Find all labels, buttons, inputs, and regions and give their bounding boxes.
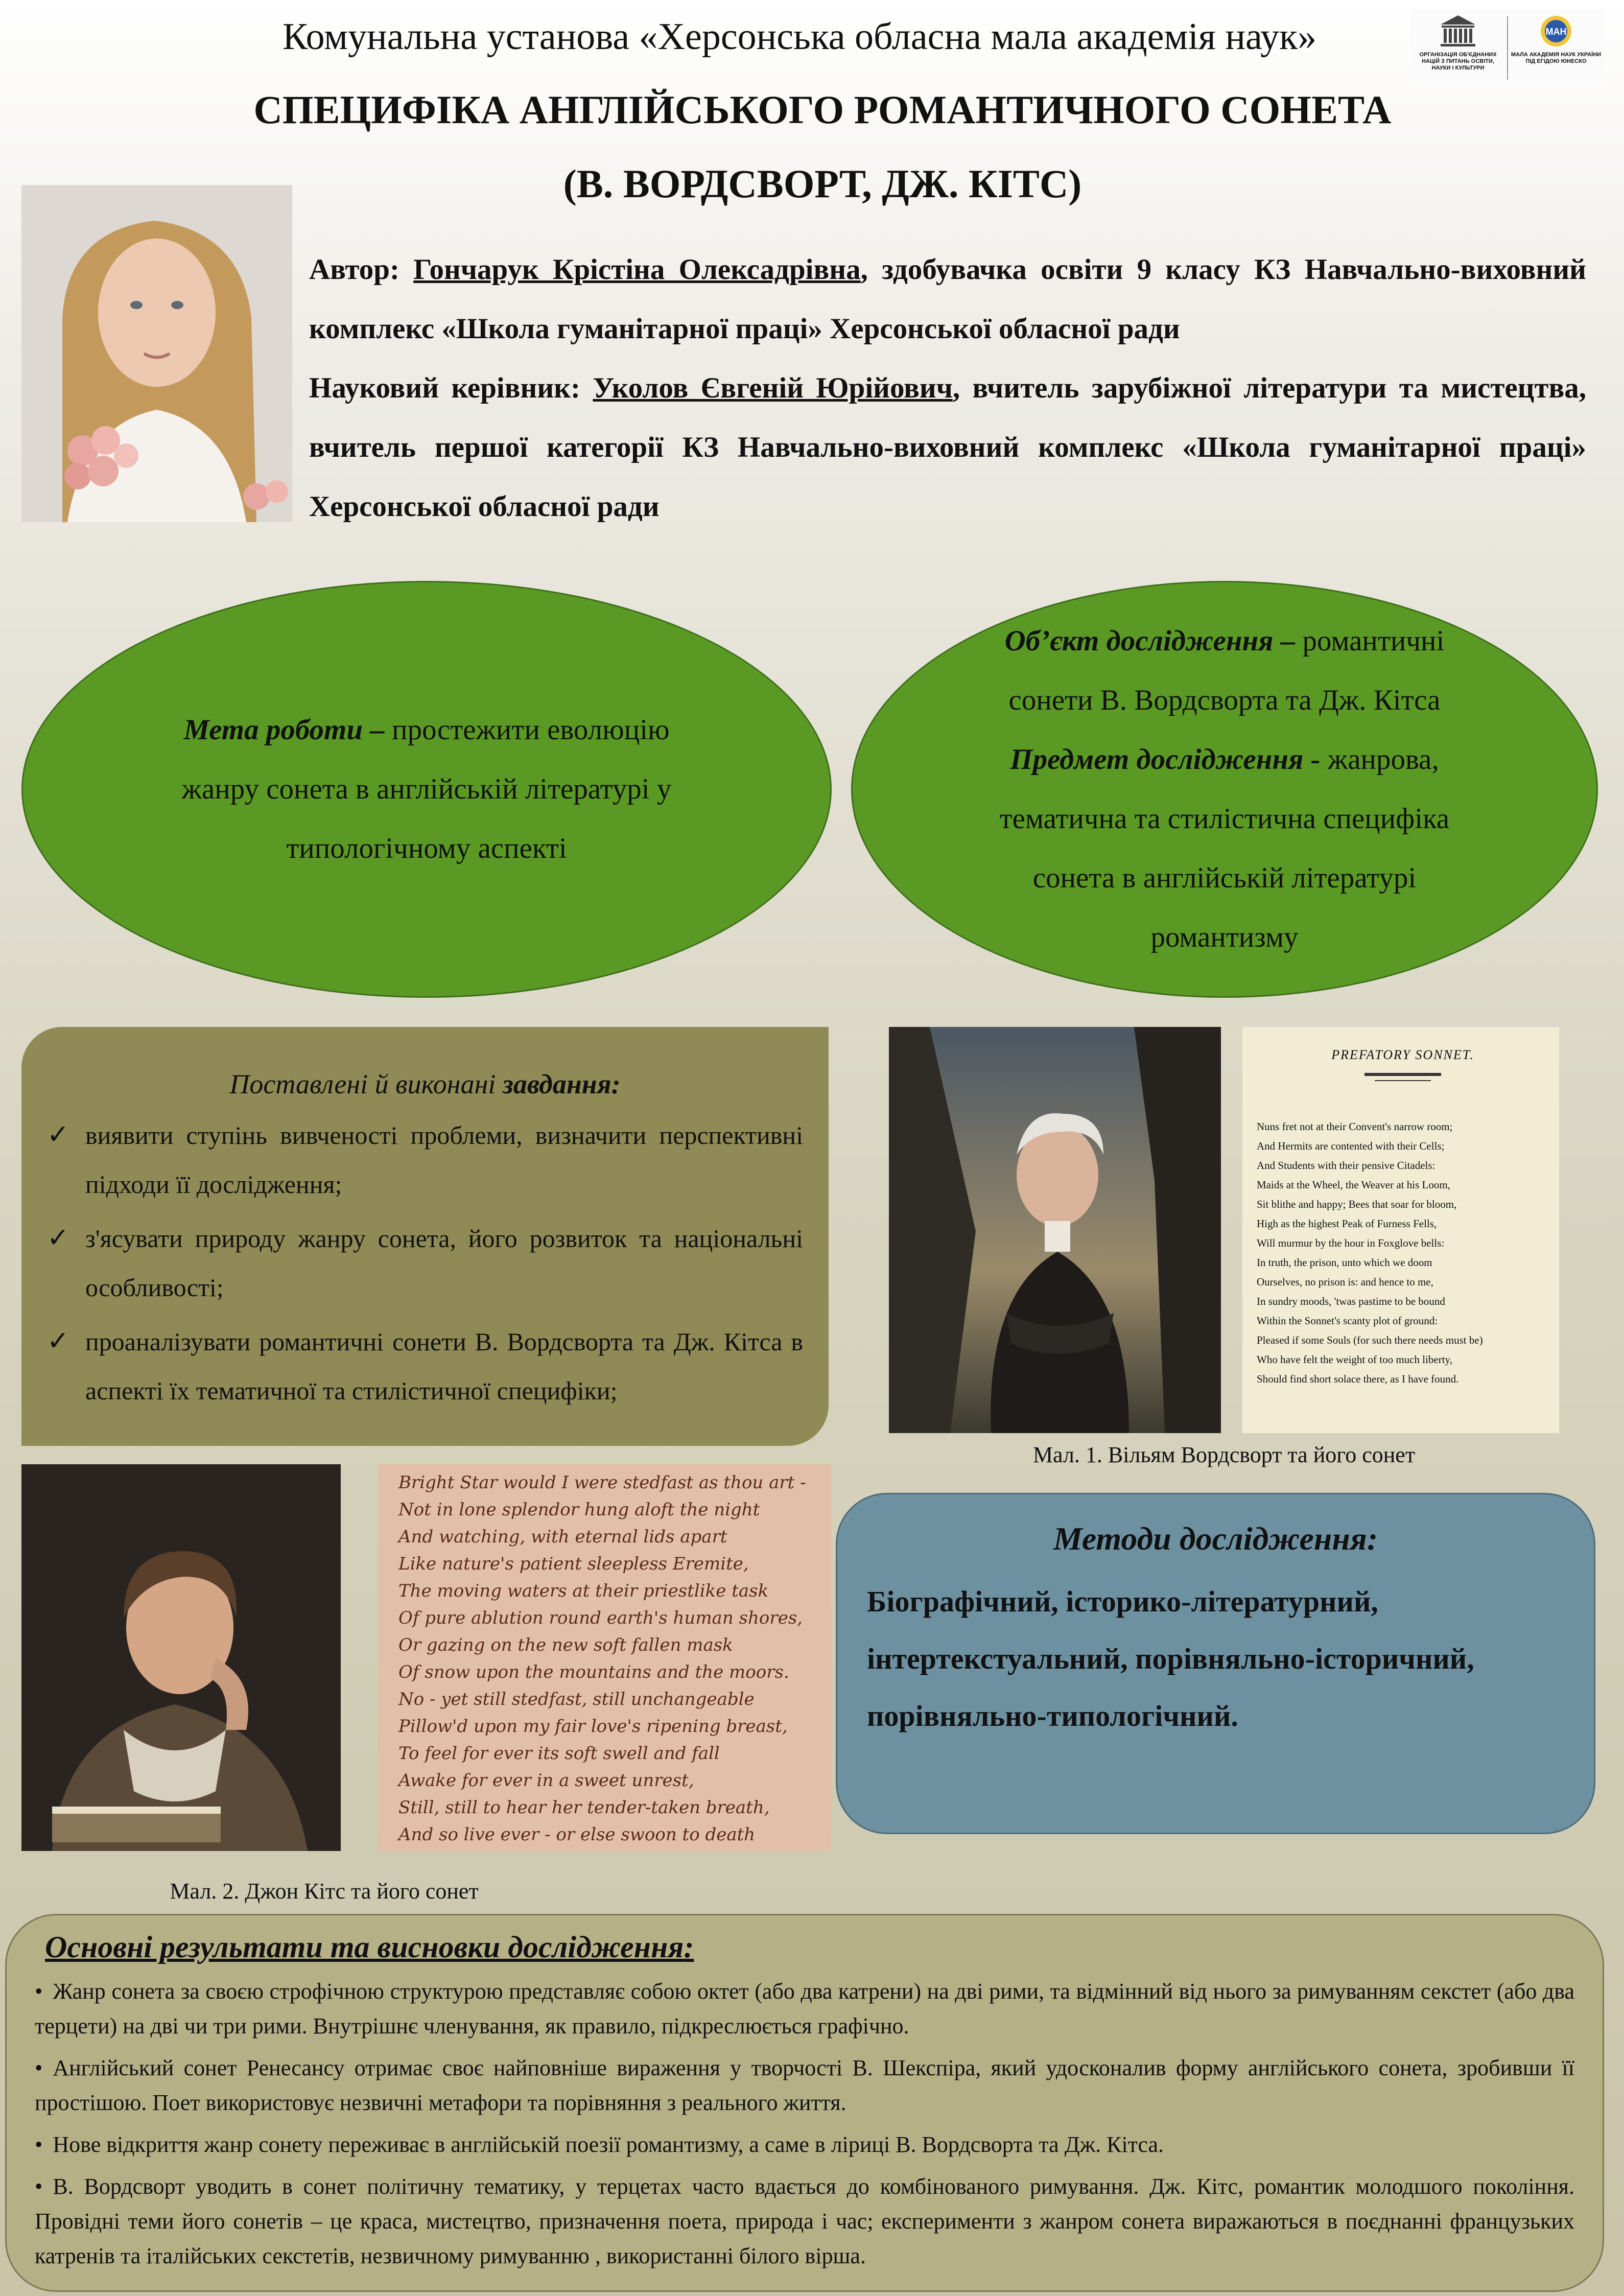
task-item: ✓ з'ясувати природу жанру сонета, його розвиток та національні особливості; xyxy=(47,1214,803,1312)
manuscript-line: Not in lone splendor hung aloft the night xyxy=(398,1500,760,1520)
keats-portrait xyxy=(21,1464,341,1851)
sonnet-line: Who have felt the weight of too much liberty, xyxy=(1257,1353,1452,1366)
sonnet-line: Pleased if some Souls (for such there needs must be) xyxy=(1257,1334,1483,1346)
author-label: Автор: xyxy=(309,253,399,286)
sonnet-line: Maids at the Wheel, the Weaver at his Loom, xyxy=(1257,1179,1450,1191)
check-icon: ✓ xyxy=(47,1327,69,1356)
author-photo xyxy=(21,185,292,522)
sonnet-line: Sit blithe and happy; Bees that soar for bloom, xyxy=(1257,1198,1457,1210)
methods-title: Методи дослідження: xyxy=(1053,1520,1378,1557)
bullet-icon: • xyxy=(35,2055,43,2080)
supervisor-description: , вчитель зарубіжної літератури та мистецтва, вчитель першої категорії КЗ Навчально-виховний комплекс «Школа гуманітарної праці» Херсонської обласної ради xyxy=(309,372,1587,523)
subject-text: жанрова, тематична та стилістична специфіка сонета в англійській літературі романтизму xyxy=(999,743,1450,953)
figure2-caption: Мал. 2. Джон Кітс та його сонет xyxy=(170,1879,479,1904)
manuscript-line: And watching, with eternal lids apart xyxy=(398,1527,727,1547)
supervisor-name: Уколов Євгеній Юрійович xyxy=(593,372,953,404)
sonnet-line: Will murmur by the hour in Foxglove bells: xyxy=(1257,1237,1445,1249)
manuscript-line: Of snow upon the mountains and the moors. xyxy=(398,1662,789,1682)
result-item: • Жанр сонета за своєю строфічною структурою представляє собою октет (або два катрени) на дві рими, та відмінний від нього за римуванням секстет (або два терцети) на дві чи три рими. Внутрішнє членування, як правило, підкреслюється графічно. xyxy=(35,1979,1574,2039)
check-icon: ✓ xyxy=(47,1120,69,1150)
manuscript-line: Still, still to hear her tender-taken breath, xyxy=(398,1797,770,1818)
poster-title-line1: СПЕЦИФІКА АНГЛІЙСЬКОГО РОМАНТИЧНОГО СОНЕТА xyxy=(253,87,1392,132)
man-sun-icon xyxy=(1536,13,1576,49)
tasks-title: Поставлені й виконані завдання: xyxy=(229,1069,621,1099)
sonnet-line: Should find short solace there, as I have found. xyxy=(1257,1373,1459,1385)
sonnet-line: In truth, the prison, unto which we doom xyxy=(1257,1256,1432,1269)
results-title: Основні результати та висновки дослідження: xyxy=(45,1930,694,1964)
goal-text-block xyxy=(151,700,702,878)
result-item: • В. Вордсворт уводить в сонет політичну тематику, у терцетах часто вдається до комбінованого римування. Дж. Кітс, романтик молодшого покоління. Провідні теми його сонетів – це краса, мистецтво, призначення поета, природа і час; експерименти з жанром сонета виражаються в поєднанні французьких катренів та італійських секстетів, незвичному римуванню , використанні білого вірша. xyxy=(35,2174,1574,2268)
manuscript-line: And so live ever - or else swoon to death xyxy=(398,1824,756,1845)
goal-label: Мета роботи – xyxy=(183,714,392,746)
supervisor-label: Науковий керівник xyxy=(309,372,571,404)
check-icon: ✓ xyxy=(47,1224,69,1253)
manuscript-line: Like nature's patient sleepless Eremite, xyxy=(398,1554,749,1574)
results-panel xyxy=(5,1914,1604,2292)
sonnet-line: Within the Sonnet's scanty plot of ground: xyxy=(1257,1315,1438,1327)
methods-text: Біографічний, історико-літературний, інтертекстуальний, порівняльно-історичний, порівняльно-типологічний. xyxy=(867,1585,1474,1732)
subject-label: Предмет дослідження - xyxy=(1010,743,1328,776)
man-caption: МАЛА АКАДЕМІЯ НАУК УКРАЇНИ ПІД ЕГІДОЮ ЮНЕСКО xyxy=(1511,52,1602,64)
bullet-icon: • xyxy=(35,2132,43,2157)
keats-manuscript xyxy=(378,1464,831,1851)
task-item: ✓ проаналізувати романтичні сонети В. Вордсворта та Дж. Кітса в аспекті їх тематичної та стилістичної специфіки; xyxy=(47,1317,803,1415)
sonnet-rule xyxy=(1364,1073,1441,1076)
methods-panel xyxy=(836,1493,1595,1834)
manuscript-line: Of pure ablution round earth's human shores, xyxy=(398,1608,803,1628)
sonnet-rule-thin xyxy=(1375,1080,1431,1081)
sonnet-line: High as the highest Peak of Furness Fells, xyxy=(1257,1217,1437,1230)
manuscript-line: Pillow'd upon my fair love's ripening breast, xyxy=(398,1716,788,1737)
sonnet-line: And Students with their pensive Citadels: xyxy=(1257,1159,1435,1172)
tasks-list xyxy=(47,1111,803,1415)
sonnet-title: PREFATORY SONNET. xyxy=(1331,1047,1474,1062)
man-logo xyxy=(1510,13,1602,85)
manuscript-line: Or gazing on the new soft fallen mask xyxy=(398,1635,733,1655)
unesco-logo xyxy=(1412,13,1504,85)
task-item: ✓ виявити ступінь вивченості проблеми, визначити перспективні підходи її дослідження; xyxy=(47,1111,803,1209)
sonnet-line: And Hermits are contented with their Cells; xyxy=(1257,1140,1445,1152)
poster-title-line2: (В. ВОРДСВОРТ, ДЖ. КІТС) xyxy=(563,161,1082,206)
bullet-icon: • xyxy=(35,1979,43,2004)
author-info xyxy=(309,240,1586,536)
bullet-icon: • xyxy=(35,2174,43,2199)
author-name: Гончарук Крістіна Олексадрівна xyxy=(413,253,861,286)
goal-text: простежити еволюцію жанру сонета в англійській літературі у типологічному аспекті xyxy=(181,714,672,864)
goal-ellipse xyxy=(21,581,832,998)
wordsworth-sonnet-page xyxy=(1242,1027,1559,1433)
manuscript-line: No - yet still stedfast, still unchangeable xyxy=(398,1689,755,1709)
institution-name: Комунальна установа «Херсонська обласна мала академія наук» xyxy=(282,16,1317,58)
unesco-caption: ОРГАНІЗАЦІЯ ОБ'ЄДНАНИХ НАЦІЙ З ПИТАНЬ ОСВІТИ, НАУКИ І КУЛЬТУРИ xyxy=(1419,52,1497,71)
object-label: Об’єкт дослідження – xyxy=(1004,625,1303,657)
object-ellipse xyxy=(851,581,1598,998)
supervisor-colon: : xyxy=(571,372,593,404)
figure1-caption: Мал. 1. Вільям Вордсворт та його сонет xyxy=(1032,1442,1416,1467)
sonnet-line: Nuns fret not at their Convent's narrow room; xyxy=(1257,1120,1453,1133)
object-text: романтичні сонети В. Вордсворта та Дж. Кітса xyxy=(1008,625,1445,716)
manuscript-line: To feel for ever its soft swell and fall xyxy=(398,1743,720,1764)
manuscript-line: Awake for ever in a sweet unrest, xyxy=(398,1770,694,1791)
sonnet-line: Ourselves, no prison is: and hence to me, xyxy=(1257,1276,1433,1288)
author-description: , здобувачка освіти 9 класу КЗ Навчально-виховний комплекс «Школа гуманітарної праці» Херсонської обласної ради xyxy=(309,253,1587,345)
unesco-temple-icon xyxy=(1438,13,1478,49)
wordsworth-portrait xyxy=(889,1027,1221,1433)
logo-divider xyxy=(1507,16,1508,80)
sonnet-line: In sundry moods, 'twas pastime to be bound xyxy=(1257,1295,1445,1307)
object-text-block xyxy=(964,612,1485,967)
man-abbr: MAH xyxy=(1545,27,1567,37)
result-item: • Нове відкриття жанр сонету переживає в англійській поезії романтизму, а саме в ліриці В. Вордсворта та Дж. Кітса. xyxy=(35,2132,1164,2157)
logo-panel xyxy=(1410,9,1604,86)
result-item: • Англійський сонет Ренесансу отримає своє найповніше вираження у творчості В. Шекспіра, який удосконалив форму англійського сонета, зробивши її простішою. Поет використовує незвичні метафори та порівняння з реального життя. xyxy=(35,2055,1574,2115)
manuscript-line: The moving waters at their priestlike task xyxy=(398,1581,769,1601)
tasks-panel xyxy=(21,1027,829,1446)
manuscript-line: Bright Star would I were stedfast as thou art - xyxy=(398,1472,806,1493)
